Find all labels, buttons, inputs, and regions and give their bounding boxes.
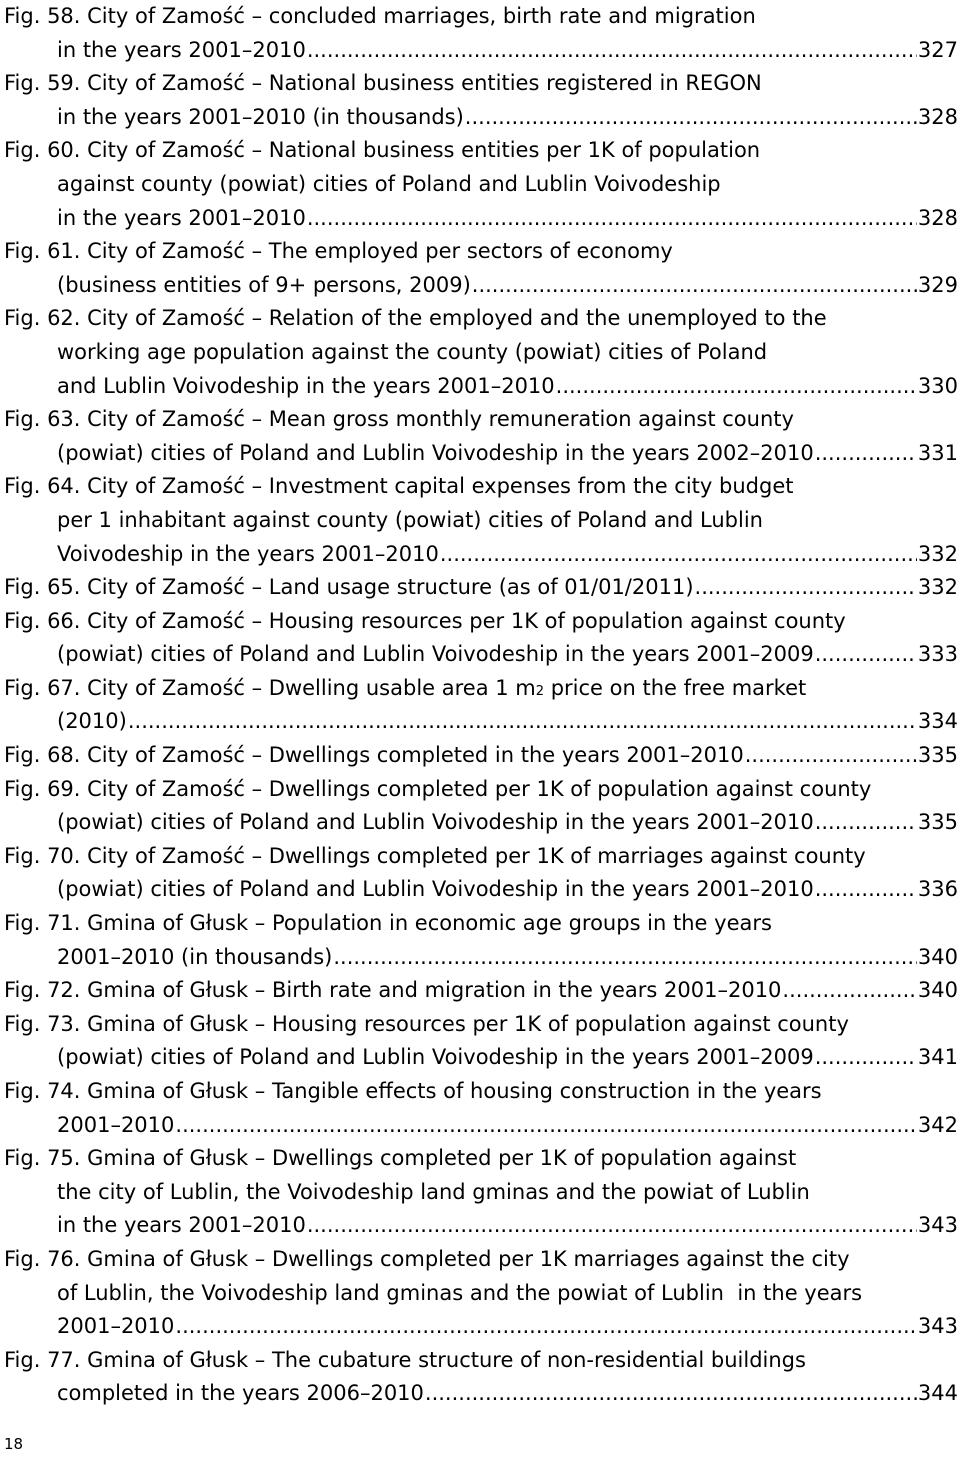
toc-entry-continuation-line (4, 1377, 958, 1411)
toc-entry-text: working age population against the county (powiat) cities of Poland (57, 339, 768, 364)
dot-leader (175, 1109, 917, 1143)
toc-entry[interactable] (4, 672, 958, 739)
toc-entry-first-line (4, 1344, 958, 1378)
toc-entry[interactable] (4, 1075, 958, 1142)
toc-entry[interactable] (4, 605, 958, 672)
toc-entry-continuation-line (4, 941, 958, 975)
toc-entry-text: Fig. 76. Gmina of Głusk – Dwellings completed per 1K marriages against the city (4, 1246, 850, 1271)
toc-page-number: 336 (917, 877, 958, 902)
toc-entry-first-line (4, 773, 958, 807)
toc-entry-first-line (4, 403, 958, 437)
toc-entry[interactable] (4, 134, 958, 235)
toc-entry-continuation-line (4, 168, 958, 202)
toc-entry-text: in the years 2001–2010 (in thousands) (57, 104, 464, 129)
toc-entry-text: (powiat) cities of Poland and Lublin Voivodeship in the years 2001–2010 (57, 877, 814, 902)
toc-entry[interactable] (4, 302, 958, 403)
toc-entry-text: Fig. 59. City of Zamość – National business entities registered in REGON (4, 71, 762, 96)
toc-page-number: 344 (917, 1381, 958, 1406)
toc-entry-continuation-line (4, 34, 958, 68)
dot-leader (440, 538, 917, 572)
toc-page-number: 333 (917, 642, 958, 667)
toc-entry-text: 2001–2010 (57, 1314, 175, 1339)
toc-page-number: 340 (917, 978, 958, 1003)
toc-entry-continuation-line (4, 1041, 958, 1075)
toc-entry-text: Fig. 75. Gmina of Głusk – Dwellings completed per 1K of population against (4, 1146, 797, 1171)
toc-entry-text: Fig. 63. City of Zamość – Mean gross monthly remuneration against county (4, 407, 794, 432)
toc-page-number: 343 (917, 1314, 958, 1339)
dot-leader (307, 1209, 917, 1243)
toc-entry-continuation-line (4, 202, 958, 236)
toc-entry[interactable] (4, 739, 958, 773)
toc-entry-text: Fig. 68. City of Zamość – Dwellings completed in the years 2001–2010 (4, 743, 744, 768)
toc-entry-first-line (4, 302, 958, 336)
dot-leader (425, 1377, 917, 1411)
toc-entry-text: Fig. 70. City of Zamość – Dwellings completed per 1K of marriages against county (4, 843, 866, 868)
toc-entry-first-line (4, 1243, 958, 1277)
toc-entry-text: Fig. 72. Gmina of Głusk – Birth rate and migration in the years 2001–2010 (4, 978, 782, 1003)
toc-entry-text: (powiat) cities of Poland and Lublin Voivodeship in the years 2002–2010 (57, 440, 814, 465)
dot-leader (815, 1041, 917, 1075)
toc-entry-continuation-line (4, 336, 958, 370)
dot-leader (782, 974, 916, 1008)
toc-entry-text: Fig. 65. City of Zamość – Land usage structure (as of 01/01/2011) (4, 575, 694, 600)
toc-page-number: 331 (917, 440, 958, 465)
toc-page-number: 332 (917, 541, 958, 566)
toc-entry-text: in the years 2001–2010 (57, 37, 306, 62)
dot-leader (695, 571, 917, 605)
table-of-figures (4, 0, 958, 1411)
toc-entry-text: the city of Lublin, the Voivodeship land gminas and the powiat of Lublin (57, 1179, 810, 1204)
dot-leader (333, 941, 917, 975)
toc-entry-first-line (4, 1142, 958, 1176)
dot-leader (556, 370, 917, 404)
toc-entry[interactable] (4, 974, 958, 1008)
toc-entry-text: Fig. 58. City of Zamość – concluded marriages, birth rate and migration (4, 4, 756, 28)
toc-entry[interactable] (4, 67, 958, 134)
toc-entry[interactable] (4, 470, 958, 571)
toc-entry-text: Fig. 73. Gmina of Głusk – Housing resources per 1K of population against county (4, 1011, 849, 1036)
toc-entry-text: completed in the years 2006–2010 (57, 1381, 424, 1406)
toc-page-number: 330 (917, 373, 958, 398)
toc-entry-first-line (4, 605, 958, 639)
toc-page-number: 342 (917, 1112, 958, 1137)
dot-leader (815, 873, 917, 907)
toc-entry-continuation-line (4, 705, 958, 739)
toc-entry-continuation-line (4, 437, 958, 471)
toc-entry[interactable] (4, 1008, 958, 1075)
page-number: 18 (4, 1435, 24, 1453)
toc-page-number: 341 (917, 1045, 958, 1070)
toc-entry-first-line: Fig. 67. City of Zamość – Dwelling usable area 1 m 2 price on the free market (4, 672, 958, 706)
toc-page-number: 340 (917, 944, 958, 969)
toc-entry-text: and Lublin Voivodeship in the years 2001–2010 (57, 373, 555, 398)
toc-page-number: 335 (917, 743, 958, 768)
toc-entry-text: (powiat) cities of Poland and Lublin Voivodeship in the years 2001–2009 (57, 1045, 814, 1070)
toc-entry-continuation-line (4, 638, 958, 672)
toc-entry-text: Fig. 77. Gmina of Głusk – The cubature structure of non-residential buildings (4, 1347, 806, 1372)
toc-entry[interactable] (4, 403, 958, 470)
toc-entry-text: (business entities of 9+ persons, 2009) (57, 272, 471, 297)
toc-entry-text: price on the free market (544, 675, 807, 700)
toc-entry-text: 2001–2010 (in thousands) (57, 944, 333, 969)
toc-page-number: 335 (917, 810, 958, 835)
toc-entry-continuation-line (4, 1209, 958, 1243)
toc-entry-continuation-line (4, 1277, 958, 1311)
toc-entry-text: against county (powiat) cities of Poland and Lublin Voivodeship (57, 171, 721, 196)
toc-entry-text: per 1 inhabitant against county (powiat) cities of Poland and Lublin (57, 507, 763, 532)
toc-entry-text: Fig. 71. Gmina of Głusk – Population in economic age groups in the years (4, 911, 772, 936)
dot-leader (307, 202, 917, 236)
toc-entry-text: Fig. 69. City of Zamość – Dwellings completed per 1K of population against county (4, 776, 872, 801)
toc-entry-continuation-line (4, 1109, 958, 1143)
dot-leader (745, 739, 917, 773)
toc-entry-text: (powiat) cities of Poland and Lublin Voivodeship in the years 2001–2010 (57, 810, 814, 835)
toc-entry-first-line (4, 1008, 958, 1042)
toc-entry-continuation-line (4, 504, 958, 538)
toc-entry-text: in the years 2001–2010 (57, 1213, 306, 1238)
toc-entry-continuation-line (4, 269, 958, 303)
toc-entry-first-line (4, 134, 958, 168)
toc-entry-continuation-line (4, 370, 958, 404)
toc-entry-first-line (4, 571, 958, 605)
toc-entry-text: in the years 2001–2010 (57, 205, 306, 230)
toc-entry-first-line (4, 739, 958, 773)
toc-entry-text: Voivodeship in the years 2001–2010 (57, 541, 439, 566)
toc-entry-first-line (4, 1075, 958, 1109)
toc-entry-text: Fig. 60. City of Zamość – National business entities per 1K of population (4, 138, 761, 163)
toc-page-number: 328 (917, 205, 958, 230)
toc-entry[interactable] (4, 1243, 958, 1344)
toc-entry-text: Fig. 74. Gmina of Głusk – Tangible effects of housing construction in the years (4, 1079, 822, 1103)
toc-entry-text: Fig. 66. City of Zamość – Housing resources per 1K of population against county (4, 608, 846, 633)
toc-page-number: 343 (917, 1213, 958, 1238)
toc-entry[interactable] (4, 571, 958, 605)
toc-entry-first-line (4, 67, 958, 101)
toc-entry-text: (powiat) cities of Poland and Lublin Voivodeship in the years 2001–2009 (57, 642, 814, 667)
dot-leader (307, 34, 917, 68)
toc-page-number: 328 (917, 104, 958, 129)
toc-entry[interactable] (4, 0, 958, 67)
toc-entry-continuation-line (4, 538, 958, 572)
toc-entry-text: Fig. 62. City of Zamość – Relation of the employed and the unemployed to the (4, 306, 827, 331)
dot-leader (465, 101, 917, 135)
toc-entry[interactable] (4, 840, 958, 907)
toc-entry[interactable] (4, 1142, 958, 1243)
toc-entry-first-line (4, 0, 958, 34)
dot-leader (815, 638, 917, 672)
toc-entry-text: (2010) (57, 709, 127, 734)
toc-entry[interactable] (4, 907, 958, 974)
toc-entry-text: of Lublin, the Voivodeship land gminas and the powiat of Lublin in the years (57, 1280, 863, 1305)
toc-page-number: 332 (917, 575, 958, 600)
toc-entry-continuation-line (4, 1310, 958, 1344)
dot-leader (128, 705, 917, 739)
toc-entry[interactable] (4, 1344, 958, 1411)
toc-entry-continuation-line (4, 101, 958, 135)
toc-entry-continuation-line (4, 1176, 958, 1210)
toc-entry-text: Fig. 67. City of Zamość – Dwelling usable area 1 m (4, 675, 536, 700)
toc-entry-first-line (4, 974, 958, 1008)
toc-page-number: 327 (917, 37, 958, 62)
toc-entry[interactable] (4, 235, 958, 302)
toc-entry-first-line (4, 235, 958, 269)
toc-entry-text: Fig. 61. City of Zamość – The employed per sectors of economy (4, 239, 673, 264)
dot-leader (815, 437, 917, 471)
toc-page-number: 334 (917, 709, 958, 734)
toc-entry-continuation-line (4, 806, 958, 840)
dot-leader (175, 1310, 917, 1344)
toc-entry-text: Fig. 64. City of Zamość – Investment capital expenses from the city budget (4, 474, 794, 499)
toc-entry-first-line (4, 907, 958, 941)
toc-entry-text: 2001–2010 (57, 1112, 175, 1137)
dot-leader (815, 806, 917, 840)
toc-entry-continuation-line (4, 873, 958, 907)
toc-page-number: 329 (917, 272, 958, 297)
dot-leader (472, 269, 917, 303)
toc-entry-first-line (4, 470, 958, 504)
toc-entry-first-line (4, 840, 958, 874)
toc-entry[interactable] (4, 773, 958, 840)
